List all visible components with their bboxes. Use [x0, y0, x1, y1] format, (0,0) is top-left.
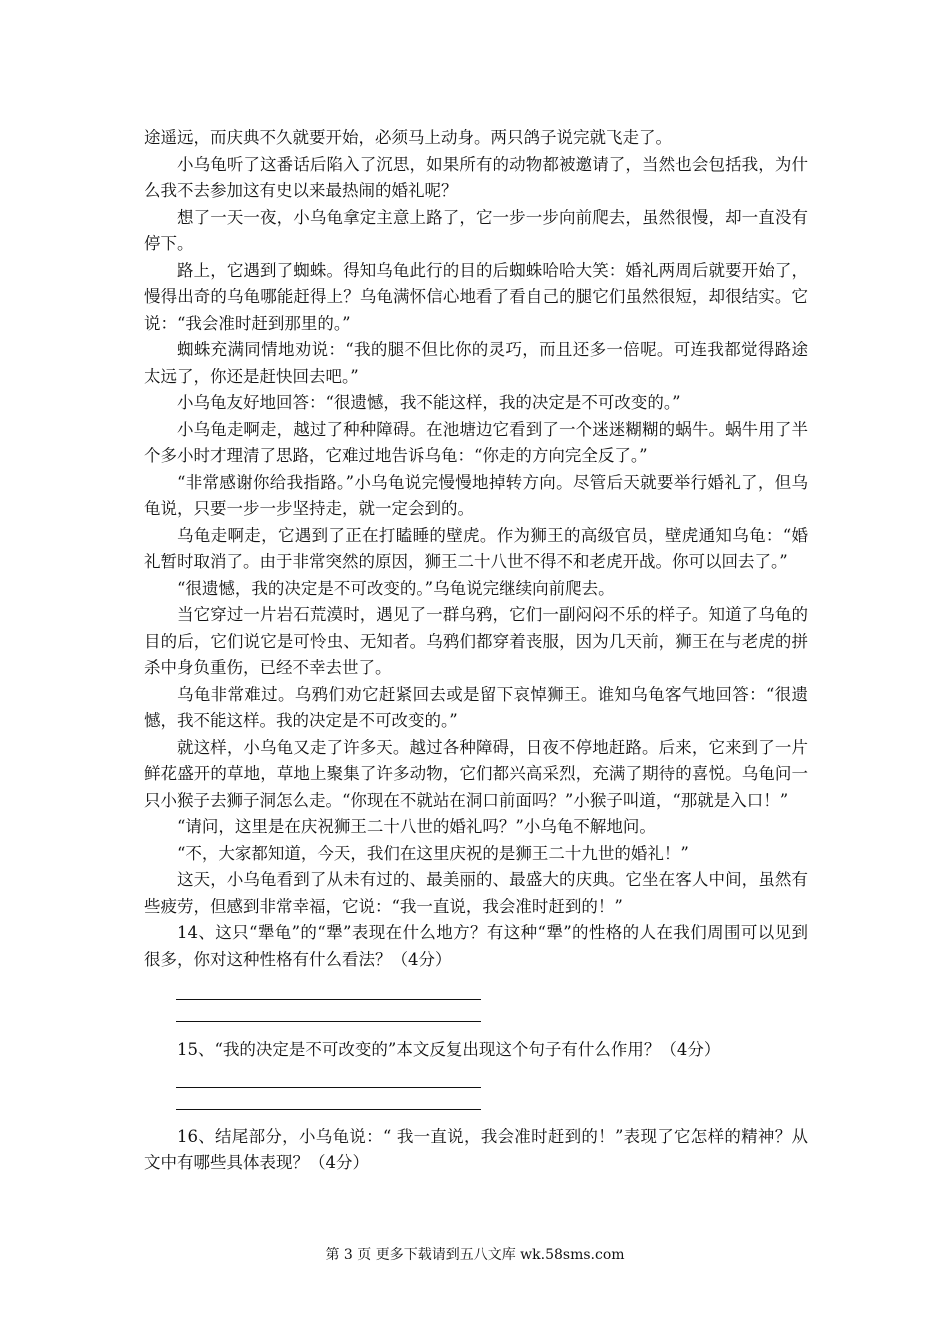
paragraph: 小乌龟走啊走，越过了种种障碍。在池塘边它看到了一个迷迷糊糊的蜗牛。蜗牛用了半个多小时才理清了思路，它难过地告诉乌龟：“你走的方向完全反了。”	[144, 419, 808, 465]
paragraph: 蜘蛛充满同情地劝说：“我的腿不但比你的灵巧，而且还多一倍呢。可连我都觉得路途太远了，你还是赶快回去吧。”	[144, 340, 808, 386]
paragraph: 乌龟非常难过。乌鸦们劝它赶紧回去或是留下哀悼狮王。谁知乌龟客气地回答：“很遗憾，我不能这样。我的决定是不可改变的。”	[144, 684, 808, 730]
paragraph: 当它穿过一片岩石荒漠时，遇见了一群乌鸦，它们一副闷闷不乐的样子。知道了乌龟的目的后，它们说它是可怜虫、无知者。乌鸦们都穿着丧服，因为几天前，狮王在与老虎的拼杀中身负重伤，已经不幸去世了。	[144, 605, 808, 677]
question-15: 15、“我的决定是不可改变的”本文反复出现这个句子有什么作用？（4分）	[177, 1040, 721, 1059]
paragraph: 就这样，小乌龟又走了许多天。越过各种障碍，日夜不停地赶路。后来，它来到了一片鲜花盛开的草地，草地上聚集了许多动物，它们都兴高采烈，充满了期待的喜悦。乌龟问一只小猴子去狮子洞怎么走。“你现在不就站在洞口前面吗？”小猴子叫道，“那就是入口！”	[144, 737, 808, 810]
paragraph: “不，大家都知道，今天，我们在这里庆祝的是狮王二十九世的婚礼！”	[177, 843, 689, 863]
paragraph: 路上，它遇到了蜘蛛。得知乌龟此行的目的后蜘蛛哈哈大笑：婚礼两周后就要开始了，慢得出奇的乌龟哪能赶得上？乌龟满怀信心地看了看自己的腿它们虽然很短，却很结实。它说：“我会准时赶到那里的。”	[144, 260, 808, 333]
answer-line[interactable]	[176, 1109, 481, 1110]
paragraph: “很遗憾，我的决定是不可改变的。”乌龟说完继续向前爬去。	[177, 578, 615, 598]
answer-line[interactable]	[176, 999, 481, 1000]
story-text	[144, 125, 808, 1177]
page-footer: 第 3 页 更多下载请到五八文库 wk.58sms.com	[325, 1247, 625, 1263]
answer-line[interactable]	[176, 1087, 481, 1088]
paragraph: 小乌龟友好地回答：“很遗憾，我不能这样，我的决定是不可改变的。”	[177, 393, 681, 412]
paragraph-continuation: 途遥远，而庆典不久就要开始，必须马上动身。两只鸽子说完就飞走了。	[144, 128, 672, 147]
paragraph: 想了一天一夜，小乌龟拿定主意上路了，它一步一步向前爬去，虽然很慢，却一直没有停下。	[144, 207, 808, 253]
paragraph: 这天，小乌龟看到了从未有过的、最美丽的、最盛大的庆典。它坐在客人中间，虽然有些疲劳，但感到非常幸福，它说：“我一直说，我会准时赶到的！”	[144, 870, 808, 916]
paragraph: 小乌龟听了这番话后陷入了沉思，如果所有的动物都被邀请了，当然也会包括我，为什么我不去参加这有史以来最热闹的婚礼呢？	[144, 154, 808, 200]
paragraph: 乌龟走啊走，它遇到了正在打瞌睡的壁虎。作为狮王的高级官员，壁虎通知乌龟：“婚礼暂时取消了。由于非常突然的原因，狮王二十八世不得不和老虎开战。你可以回去了。”	[144, 525, 808, 571]
paragraph: “非常感谢你给我指路。”小乌龟说完慢慢地掉转方向。尽管后天就要举行婚礼了，但乌龟说，只要一步一步坚持走，就一定会到的。	[144, 472, 808, 518]
paragraph: “请问，这里是在庆祝狮王二十八世的婚礼吗？”小乌龟不解地问。	[177, 817, 656, 836]
question-16: 16、结尾部分，小乌龟说：“ 我一直说，我会准时赶到的！”表现了它怎样的精神？从文中有哪些具体表现？（4分）	[144, 1126, 808, 1172]
answer-line[interactable]	[176, 1021, 481, 1022]
question-14: 14、这只“犟龟”的“犟”表现在什么地方？有这种“犟”的性格的人在我们周围可以见到很多，你对这种性格有什么看法？（4分）	[144, 923, 808, 969]
